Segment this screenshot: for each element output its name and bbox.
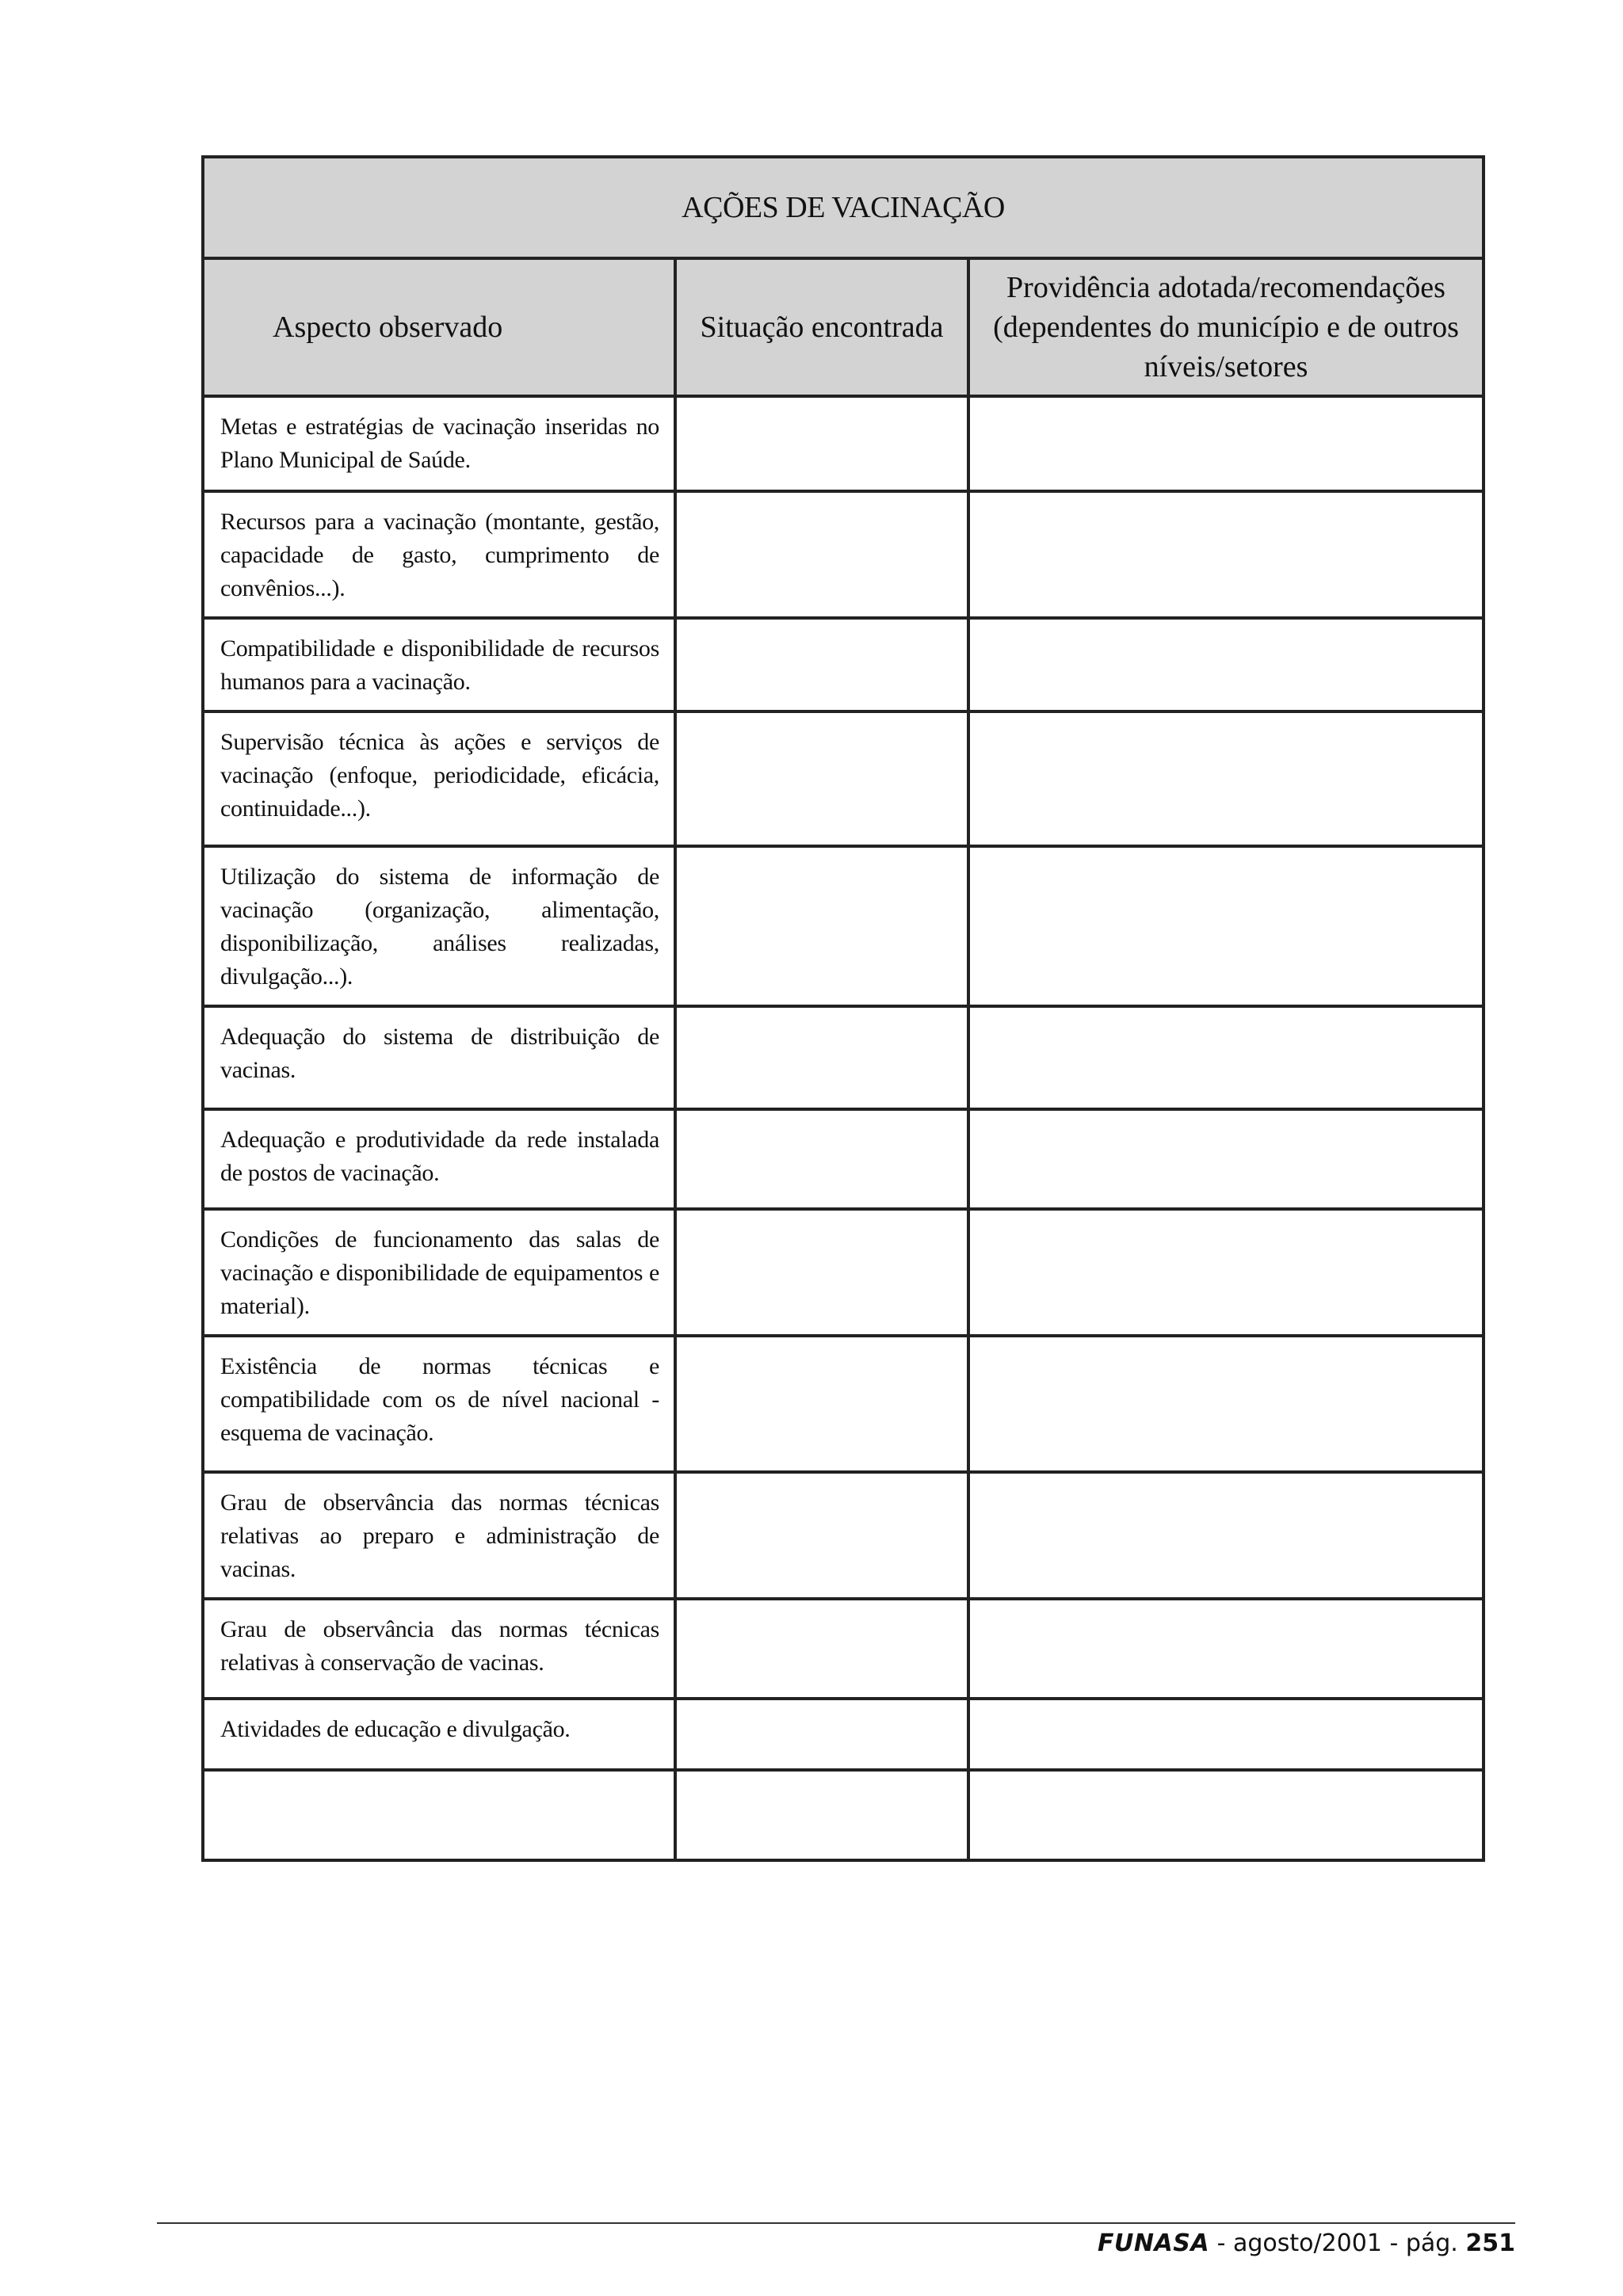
situation-cell <box>675 618 968 711</box>
column-header-aspect: Aspecto observado <box>203 258 675 396</box>
providence-cell <box>968 396 1484 491</box>
situation-cell <box>675 711 968 846</box>
column-header-row <box>203 258 1484 396</box>
aspect-cell: Supervisão técnica às ações e serviços de vacinação (enfoque, periodicidade, eficácia, continuidade...). <box>203 711 675 846</box>
situation-cell <box>675 1770 968 1860</box>
providence-cell <box>968 491 1484 618</box>
aspect-cell: Grau de observância das normas técnicas relativas ao preparo e administração de vacinas. <box>203 1472 675 1599</box>
table-title-row <box>203 157 1484 258</box>
footer-page-number: 251 <box>1465 2229 1515 2257</box>
table-row <box>203 491 1484 618</box>
providence-cell <box>968 1336 1484 1472</box>
providence-cell <box>968 1770 1484 1860</box>
providence-cell <box>968 711 1484 846</box>
page-footer <box>1098 2229 1515 2257</box>
table-row <box>203 396 1484 491</box>
situation-cell <box>675 491 968 618</box>
situation-cell <box>675 1109 968 1209</box>
aspect-cell <box>203 1770 675 1860</box>
aspect-cell: Condições de funcionamento das salas de vacinação e disponibilidade de equipamentos e material). <box>203 1209 675 1336</box>
table-row <box>203 1109 1484 1209</box>
aspect-cell: Grau de observância das normas técnicas relativas à conservação de vacinas. <box>203 1599 675 1699</box>
aspect-cell: Adequação e produtividade da rede instalada de postos de vacinação. <box>203 1109 675 1209</box>
vaccination-checklist-table <box>201 155 1485 1862</box>
situation-cell <box>675 1336 968 1472</box>
column-header-situation: Situação encontrada <box>675 258 968 396</box>
providence-cell <box>968 1109 1484 1209</box>
table-row <box>203 1209 1484 1336</box>
column-header-providence: Providência adotada/recomendações (dependentes do município e de outros níveis/setores <box>968 258 1484 396</box>
aspect-cell: Recursos para a vacinação (montante, gestão, capacidade de gasto, cumprimento de convênios...). <box>203 491 675 618</box>
table-row <box>203 846 1484 1006</box>
situation-cell <box>675 1699 968 1770</box>
aspect-cell: Atividades de educação e divulgação. <box>203 1699 675 1770</box>
providence-cell <box>968 1209 1484 1336</box>
table-row <box>203 711 1484 846</box>
table-row <box>203 1006 1484 1109</box>
situation-cell <box>675 1006 968 1109</box>
footer-rule <box>157 2222 1515 2224</box>
aspect-cell: Utilização do sistema de informação de vacinação (organização, alimentação, disponibilização, análises realizadas, divulgação...). <box>203 846 675 1006</box>
table-row <box>203 1336 1484 1472</box>
providence-cell <box>968 1599 1484 1699</box>
aspect-cell: Adequação do sistema de distribuição de vacinas. <box>203 1006 675 1109</box>
providence-cell <box>968 1699 1484 1770</box>
providence-cell <box>968 846 1484 1006</box>
table-row <box>203 1599 1484 1699</box>
providence-cell <box>968 1472 1484 1599</box>
situation-cell <box>675 1472 968 1599</box>
aspect-cell: Compatibilidade e disponibilidade de recursos humanos para a vacinação. <box>203 618 675 711</box>
table-title: AÇÕES DE VACINAÇÃO <box>203 157 1484 258</box>
situation-cell <box>675 1209 968 1336</box>
table-row <box>203 1699 1484 1770</box>
situation-cell <box>675 396 968 491</box>
aspect-cell: Existência de normas técnicas e compatibilidade com os de nível nacional - esquema de vacinação. <box>203 1336 675 1472</box>
situation-cell <box>675 1599 968 1699</box>
footer-brand: FUNASA <box>1098 2229 1210 2257</box>
footer-text: - agosto/2001 - pág. <box>1209 2229 1466 2257</box>
aspect-cell: Metas e estratégias de vacinação inseridas no Plano Municipal de Saúde. <box>203 396 675 491</box>
table-row <box>203 1472 1484 1599</box>
providence-cell <box>968 1006 1484 1109</box>
providence-cell <box>968 618 1484 711</box>
table-row <box>203 1770 1484 1860</box>
table-row <box>203 618 1484 711</box>
situation-cell <box>675 846 968 1006</box>
